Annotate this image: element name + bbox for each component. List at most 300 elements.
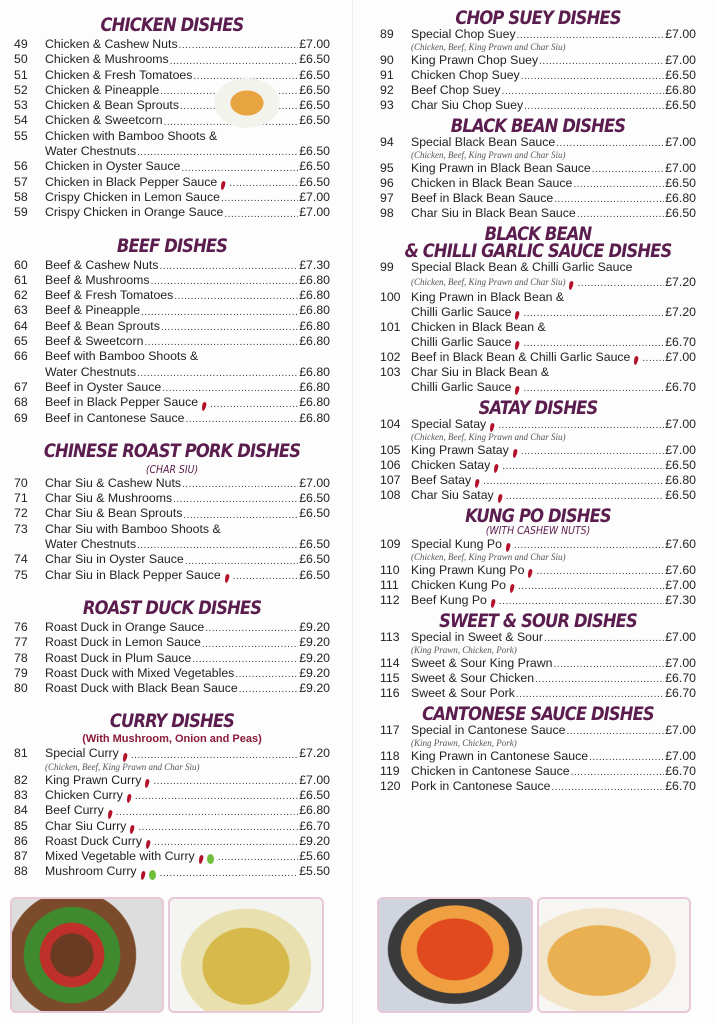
menu-item[interactable] <box>14 159 330 174</box>
item-price: £6.50 <box>299 98 330 113</box>
menu-item[interactable] <box>14 205 330 220</box>
menu-item[interactable] <box>14 83 330 98</box>
item-price: £6.50 <box>299 159 330 174</box>
menu-item[interactable] <box>14 666 330 681</box>
menu-item-note-row <box>380 645 696 656</box>
menu-item-row <box>380 563 696 578</box>
dot-leader <box>224 209 298 221</box>
item-name: Char Siu Satay <box>411 488 494 502</box>
item-price: £7.00 <box>665 656 696 670</box>
item-name: Beef & Mushrooms <box>45 272 150 287</box>
item-name: Char Siu in Black Pepper Sauce <box>45 567 221 582</box>
menu-section <box>380 703 696 794</box>
menu-section <box>14 597 330 696</box>
menu-item[interactable] <box>14 288 330 303</box>
dot-leader <box>536 566 664 578</box>
menu-item[interactable] <box>14 37 330 52</box>
item-name: Beef & Bean Sprouts <box>45 318 160 333</box>
item-name: Char Siu in Oyster Sauce <box>45 552 184 567</box>
menu-item-note-row <box>380 738 696 749</box>
menu-item-row <box>14 273 330 288</box>
dot-leader <box>205 623 298 635</box>
item-price: £7.00 <box>665 161 696 175</box>
menu-item-row <box>14 288 330 303</box>
menu-item-row <box>380 488 696 503</box>
menu-item-note-row <box>380 432 696 443</box>
menu-item[interactable] <box>14 476 330 491</box>
dot-leader <box>523 338 664 350</box>
menu-item[interactable] <box>14 635 330 650</box>
menu-item[interactable] <box>380 320 696 350</box>
item-number: 103 <box>380 365 401 379</box>
item-number: 87 <box>14 849 28 864</box>
menu-item[interactable] <box>380 537 696 563</box>
menu-item[interactable] <box>14 395 330 410</box>
chilli-icon <box>505 543 511 553</box>
dot-leader <box>577 278 664 290</box>
menu-section <box>380 223 696 395</box>
dot-leader <box>183 510 298 522</box>
section-title: SATAY DISHES <box>478 397 598 419</box>
menu-item[interactable] <box>14 319 330 334</box>
dot-leader <box>135 791 298 803</box>
item-price: £7.00 <box>665 135 696 149</box>
menu-item[interactable] <box>380 68 696 83</box>
menu-item-row <box>380 749 696 764</box>
menu-item[interactable] <box>380 417 696 443</box>
item-name: Roast Duck in Plum Sauce <box>45 650 192 665</box>
dot-leader <box>202 639 298 651</box>
dot-leader <box>154 837 298 849</box>
menu-item[interactable] <box>14 506 330 521</box>
item-name: Char Siu with Bamboo Shoots & <box>45 521 221 536</box>
menu-section <box>380 397 696 503</box>
chilli-icon <box>201 401 207 411</box>
item-price: £7.00 <box>665 53 696 67</box>
menu-item-row <box>14 113 330 128</box>
menu-item-row-2 <box>380 275 696 290</box>
item-note: (Chicken, Beef, King Prawn and Char Siu) <box>411 277 566 287</box>
dot-leader <box>173 494 298 506</box>
item-number: 50 <box>14 52 28 67</box>
item-price: £6.80 <box>299 364 330 379</box>
item-price: £6.50 <box>665 206 696 220</box>
item-name: Beef & Pineapple <box>45 303 141 318</box>
chilli-icon <box>129 825 135 835</box>
item-name: King Prawn in Black Bean & <box>411 290 565 304</box>
menu-item[interactable] <box>14 681 330 696</box>
menu-item[interactable] <box>14 380 330 395</box>
menu-item[interactable] <box>380 350 696 365</box>
item-number: 64 <box>14 318 28 333</box>
item-name: Special in Sweet & Sour <box>411 630 543 644</box>
item-price: £6.50 <box>665 176 696 190</box>
chilli-icon <box>140 870 146 880</box>
item-number: 58 <box>14 189 28 204</box>
item-price: £5.60 <box>299 849 330 864</box>
menu-item[interactable] <box>14 788 330 803</box>
item-price: £6.80 <box>665 83 696 97</box>
item-price: £9.20 <box>299 635 330 650</box>
item-number: 52 <box>14 82 28 97</box>
item-price: £6.80 <box>665 191 696 205</box>
menu-item[interactable] <box>380 83 696 98</box>
item-price: £7.20 <box>665 305 696 319</box>
menu-item[interactable] <box>14 303 330 318</box>
menu-item-row <box>14 411 330 426</box>
dot-leader <box>589 752 664 764</box>
item-name: Chicken & Bean Sprouts <box>45 98 179 113</box>
menu-item-row <box>14 506 330 521</box>
item-name: King Prawn Satay <box>411 443 509 457</box>
menu-item-row <box>380 686 696 701</box>
menu-item[interactable] <box>14 68 330 83</box>
item-number: 89 <box>380 27 394 41</box>
menu-item-row <box>14 349 330 364</box>
menu-item[interactable] <box>14 568 330 583</box>
section-title: BLACK BEAN DISHES <box>450 115 626 137</box>
menu-section <box>380 7 696 113</box>
menu-item[interactable] <box>380 671 696 686</box>
item-number: 119 <box>380 764 400 778</box>
chilli-icon <box>107 809 113 819</box>
item-name: Char Siu & Mushrooms <box>45 491 173 506</box>
menu-item[interactable] <box>380 53 696 68</box>
item-name: Beef in Black Bean & Chilli Garlic Sauce <box>411 350 631 364</box>
menu-item[interactable] <box>14 349 330 380</box>
menu-item[interactable] <box>380 578 696 593</box>
menu-item[interactable] <box>380 723 696 749</box>
item-name: Beef & Fresh Tomatoes <box>45 288 174 303</box>
dot-leader <box>554 659 665 671</box>
item-number: 62 <box>14 288 28 303</box>
menu-item[interactable] <box>380 206 696 221</box>
dot-leader <box>523 383 664 395</box>
item-name: Chicken & Pineapple <box>45 82 160 97</box>
dot-leader <box>521 446 664 458</box>
item-price: £7.00 <box>665 723 696 737</box>
menu-item[interactable] <box>14 773 330 788</box>
dot-leader <box>210 399 298 411</box>
item-name: Beef Chop Suey <box>411 83 501 97</box>
item-price: £6.50 <box>299 67 330 82</box>
menu-item[interactable] <box>14 113 330 128</box>
menu-item-row <box>380 671 696 686</box>
column-divider <box>352 0 353 1024</box>
menu-item[interactable] <box>380 686 696 701</box>
menu-item[interactable] <box>14 620 330 635</box>
item-number: 105 <box>380 443 401 457</box>
menu-item[interactable] <box>380 656 696 671</box>
menu-item[interactable] <box>14 258 330 273</box>
dot-leader <box>162 383 298 395</box>
menu-item-note-row <box>380 150 696 161</box>
menu-item-row <box>14 651 330 666</box>
item-number: 53 <box>14 98 28 113</box>
menu-item[interactable] <box>380 27 696 53</box>
menu-item-row <box>380 176 696 191</box>
menu-item[interactable] <box>380 191 696 206</box>
dot-leader <box>137 147 298 159</box>
menu-item[interactable] <box>380 779 696 794</box>
item-price: £6.80 <box>299 334 330 349</box>
menu-item-row-2 <box>14 537 330 552</box>
menu-item[interactable] <box>14 651 330 666</box>
item-number: 66 <box>14 349 28 364</box>
section-title: CHOP SUEY DISHES <box>455 7 621 29</box>
menu-item[interactable] <box>380 488 696 503</box>
menu-item[interactable] <box>380 135 696 161</box>
menu-item-row <box>14 98 330 113</box>
item-price: £6.70 <box>665 380 696 394</box>
menu-item-row <box>14 819 330 834</box>
item-number: 118 <box>380 749 400 763</box>
dot-leader <box>185 414 298 426</box>
item-number: 95 <box>380 161 394 175</box>
menu-item[interactable] <box>14 803 330 818</box>
item-name: Special Black Bean & Chilli Garlic Sauce <box>411 260 633 274</box>
menu-item[interactable] <box>14 819 330 834</box>
menu-item[interactable] <box>380 563 696 578</box>
menu-item-row <box>14 864 330 879</box>
item-number: 113 <box>380 630 400 644</box>
item-number: 110 <box>380 563 400 577</box>
item-name: Roast Duck in Orange Sauce <box>45 619 205 634</box>
item-number: 90 <box>380 53 394 67</box>
menu-item[interactable] <box>380 260 696 290</box>
item-number: 102 <box>380 350 401 364</box>
item-name: Char Siu Curry <box>45 818 127 833</box>
menu-item[interactable] <box>380 593 696 608</box>
menu-item[interactable] <box>14 552 330 567</box>
menu-item[interactable] <box>380 458 696 473</box>
dot-leader <box>567 726 665 738</box>
dot-leader <box>161 322 298 334</box>
item-price: £9.20 <box>299 619 330 634</box>
dot-leader <box>160 868 299 880</box>
item-number: 107 <box>380 473 401 487</box>
section-title: SWEET & SOUR DISHES <box>439 610 637 632</box>
item-name: King Prawn in Black Bean Sauce <box>411 161 591 175</box>
menu-item[interactable] <box>380 749 696 764</box>
chilli-icon <box>493 464 499 474</box>
menu-item-row <box>14 159 330 174</box>
menu-item-row <box>14 175 330 190</box>
dot-leader <box>502 86 665 98</box>
menu-item[interactable] <box>14 129 330 160</box>
item-number: 97 <box>380 191 394 205</box>
item-number: 91 <box>380 68 394 82</box>
item-name: Chicken in Cantonese Sauce <box>411 764 570 778</box>
item-price: £7.30 <box>665 593 696 607</box>
menu-item-row <box>380 27 696 42</box>
item-price: £7.00 <box>665 417 696 431</box>
menu-item-row-2 <box>380 305 696 320</box>
item-name: King Prawn Kung Po <box>411 563 525 577</box>
menu-item-row <box>14 334 330 349</box>
dot-leader <box>523 308 664 320</box>
chilli-icon <box>220 181 226 191</box>
item-name: Crispy Chicken in Orange Sauce <box>45 205 224 220</box>
menu-item-row <box>14 68 330 83</box>
menu-item[interactable] <box>380 630 696 656</box>
chilli-icon <box>515 341 521 351</box>
item-price: £7.60 <box>665 563 696 577</box>
chilli-icon <box>474 479 480 489</box>
item-name: Chicken Curry <box>45 787 123 802</box>
item-price: £6.50 <box>665 458 696 472</box>
item-name: Beef Satay <box>411 473 472 487</box>
menu-item-row <box>380 537 696 552</box>
item-price: £7.00 <box>665 350 696 364</box>
menu-item[interactable] <box>14 834 330 849</box>
item-number: 101 <box>380 320 401 334</box>
item-number: 116 <box>380 686 400 700</box>
item-price: £6.50 <box>299 506 330 521</box>
item-price: £7.00 <box>665 749 696 763</box>
chilli-icon <box>497 494 503 504</box>
vegetarian-leaf-icon <box>207 854 214 864</box>
menu-item[interactable] <box>380 161 696 176</box>
menu-item[interactable] <box>380 365 696 395</box>
item-number: 65 <box>14 334 28 349</box>
item-price: £5.50 <box>299 864 330 879</box>
menu-item[interactable] <box>14 746 330 772</box>
menu-item-row <box>14 258 330 273</box>
menu-item-row-2 <box>14 365 330 380</box>
menu-item-row <box>380 290 696 305</box>
menu-item[interactable] <box>14 491 330 506</box>
menu-section <box>380 505 696 608</box>
item-number: 94 <box>380 135 394 149</box>
menu-item[interactable] <box>14 175 330 190</box>
menu-item-row <box>14 190 330 205</box>
item-number: 72 <box>14 506 28 521</box>
item-name: Char Siu Chop Suey <box>411 98 524 112</box>
item-note: (Chicken, Beef, King Prawn and Char Siu) <box>411 150 566 160</box>
item-price: £6.80 <box>299 288 330 303</box>
chilli-icon <box>198 855 204 865</box>
dot-leader <box>185 556 298 568</box>
item-name: Beef Curry <box>45 803 104 818</box>
item-name: Mushroom Curry <box>45 864 137 879</box>
menu-item-row <box>380 417 696 432</box>
dot-leader <box>218 852 299 864</box>
item-number: 92 <box>380 83 394 97</box>
dot-leader <box>116 807 298 819</box>
item-name: Pork in Cantonese Sauce <box>411 779 551 793</box>
item-name: Beef with Bamboo Shoots & <box>45 349 199 364</box>
item-name: Roast Duck with Black Bean Sauce <box>45 681 238 696</box>
menu-item[interactable] <box>14 864 330 879</box>
item-number: 61 <box>14 272 28 287</box>
item-number: 60 <box>14 257 28 272</box>
menu-item-row <box>380 320 696 335</box>
menu-item-row <box>14 205 330 220</box>
menu-item-note-row <box>380 552 696 563</box>
menu-item-row <box>380 191 696 206</box>
dot-leader <box>137 368 298 380</box>
chilli-icon <box>489 423 495 433</box>
menu-item[interactable] <box>380 473 696 488</box>
dot-leader <box>524 101 664 113</box>
chilli-icon <box>122 752 128 762</box>
item-name: Beef in Cantonese Sauce <box>45 410 185 425</box>
item-name: Chicken in Oyster Sauce <box>45 159 181 174</box>
menu-item-row <box>380 135 696 150</box>
menu-item[interactable] <box>14 522 330 553</box>
menu-item-row <box>14 491 330 506</box>
item-note: (King Prawn, Chicken, Pork) <box>411 738 517 748</box>
item-price: £6.50 <box>299 52 330 67</box>
dot-leader <box>137 540 298 552</box>
item-price: £7.00 <box>299 772 330 787</box>
item-number: 55 <box>14 128 28 143</box>
chilli-icon <box>145 840 151 850</box>
menu-item-row <box>14 522 330 537</box>
chilli-icon <box>528 569 534 579</box>
dot-leader <box>642 353 664 365</box>
menu-item[interactable] <box>380 176 696 191</box>
dot-leader <box>153 776 298 788</box>
dot-leader <box>138 822 298 834</box>
dot-leader <box>179 40 299 52</box>
item-number: 82 <box>14 772 28 787</box>
menu-item[interactable] <box>14 52 330 67</box>
menu-item[interactable] <box>14 190 330 205</box>
item-price: £9.20 <box>299 665 330 680</box>
menu-section <box>14 440 330 583</box>
item-name: Special Kung Po <box>411 537 502 551</box>
menu-item-row-2 <box>14 144 330 159</box>
item-name: Special in Cantonese Sauce <box>411 723 566 737</box>
item-price: £6.70 <box>665 779 696 793</box>
item-name-line2: Water Chestnuts <box>45 537 137 552</box>
item-name: Chicken in Black Bean & <box>411 320 546 334</box>
item-name-line2: Chilli Garlic Sauce <box>411 380 512 394</box>
item-number: 49 <box>14 37 28 51</box>
item-name-line2: Water Chestnuts <box>45 364 137 379</box>
menu-item[interactable] <box>14 273 330 288</box>
item-price: £6.50 <box>299 491 330 506</box>
item-name: Chicken & Cashew Nuts <box>45 37 178 51</box>
menu-item[interactable] <box>14 849 330 864</box>
menu-item[interactable] <box>380 98 696 113</box>
menu-item[interactable] <box>14 98 330 113</box>
menu-item[interactable] <box>380 764 696 779</box>
menu-item-row <box>14 52 330 67</box>
item-price: £6.50 <box>299 537 330 552</box>
menu-section <box>380 115 696 221</box>
item-number: 115 <box>380 671 400 685</box>
dot-leader <box>554 194 664 206</box>
item-price: £6.80 <box>299 803 330 818</box>
menu-item[interactable] <box>14 334 330 349</box>
item-number: 57 <box>14 174 28 189</box>
menu-item[interactable] <box>14 411 330 426</box>
item-price: £6.50 <box>299 113 330 128</box>
menu-item[interactable] <box>380 443 696 458</box>
menu-item[interactable] <box>380 290 696 320</box>
chilli-icon <box>224 574 230 584</box>
dot-leader <box>235 669 298 681</box>
item-note: (Chicken, Beef, King Prawn and Char Siu) <box>411 42 566 52</box>
item-price: £6.70 <box>665 671 696 685</box>
item-price: £9.20 <box>299 681 330 696</box>
dot-leader <box>521 71 665 83</box>
item-number: 56 <box>14 159 28 174</box>
item-number: 75 <box>14 567 28 582</box>
